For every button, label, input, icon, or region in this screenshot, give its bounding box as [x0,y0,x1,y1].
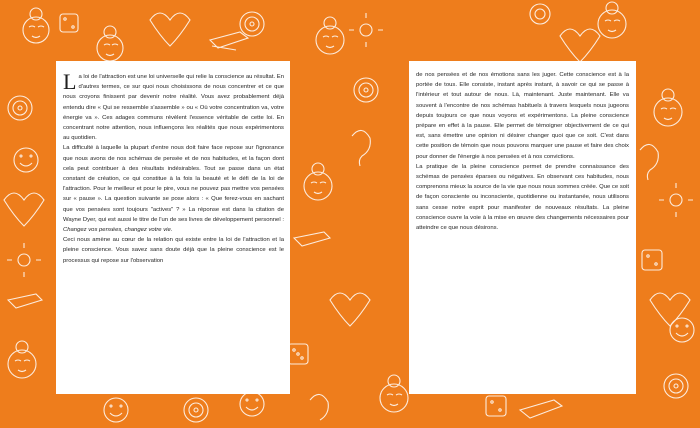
buddha-face-icon [380,375,408,412]
hand-icon [520,400,562,418]
ear-icon [640,144,658,180]
drop-cap: L [63,69,77,94]
paragraph-text: La pratique de la pleine conscience permet de prendre connaissance des schémas de pensées éparses ou négatives. En observant ces habitudes, nous comprenons mieux la source de la vie que nous nous sommes créée. Que ce soit de façon consciente ou inconsciente, quotidienne ou instantanée, nous utilisons sans cesse notre esprit pour manifester de nouveaux résultats. La pleine conscience ouvre la voie à la mise en œuvre des changements nécessaires pour atteindre ce que nous désirons. [416,163,629,232]
spiral-icon [184,398,208,422]
smiling-face-icon [240,392,264,416]
smiling-face-icon [104,398,128,422]
buddha-face-icon [598,2,626,38]
paragraph [63,143,284,235]
heart-hands-icon [560,29,600,62]
dice-icon [486,396,506,416]
buddha-face-icon [8,341,36,378]
heart-hands-icon [150,13,190,46]
sun-icon [7,243,41,277]
paragraph [63,69,284,143]
spiral-icon [8,96,32,120]
smiling-face-icon [14,148,38,172]
ear-icon [352,130,370,166]
spiral-icon [530,4,550,24]
paragraph-text: de nos pensées et de nos émotions sans les juger. Cette conscience est à la portée de tous. Elle consiste, instant après instant, à savoir ce qui se passe à l'intérieur et tout autour de nous. Là, maintenant. Juste maintenant. Elle va souvent à l'encontre de nos schémas habituels à travers lesquels nous jugeons depuis toujours ce que nous voyons et expérimentons. La pleine conscience prépare en effet à la pause. Elle permet de témoigner objectivement de ce qui est, sans émettre une opinion ni désirer changer quoi que ce soit. C'est dans cette position de témoin que nous pouvons marquer une pause et faire des choix pour donner de l'énergie à nos pensées et à nos convictions. [416,72,629,160]
buddha-face-icon [654,89,682,126]
buddha-face-icon [23,8,49,43]
sun-icon [349,13,383,47]
dice-icon [288,344,308,364]
quote-title: Changez vos pensées, changez votre vie. [63,227,173,234]
hand-icon [210,32,248,50]
paragraph-text: Ceci nous amène au cœur de la relation qui existe entre la loi de l'attraction et la pleine conscience. Vous savez sans doute déjà que la pleine conscience est le processus qui repose sur l'observation [63,237,284,264]
paragraph-text: La difficulté à laquelle la plupart d'entre nous doit faire face repose sur l'ignorance que nous avons de nos schémas de pensée et de nos habitudes, et la façon dont cela peut contribuer à des résultats indésirables. Tout se passe dans un état constant de création, ce qui constitue à la fois la beauté et le défi de la loi de l'attraction. Pour le meilleur et pour le pire, vous ne pouvez pas mettre vos pensées sur « pause ». La question suivante se pose alors : « Que ferez-vous en sachant que vos pensées sont toujours "actives" ? » La réponse est dans la citation de Wayne Dyer, qui est aussi le titre de l'un de ses livres de développement personnel : [63,145,284,223]
dice-icon [642,250,662,270]
buddha-face-icon [97,26,123,61]
heart-hands-icon [330,293,370,326]
buddha-face-icon [304,163,332,200]
smiling-face-icon [670,318,694,342]
spiral-icon [240,12,264,36]
paragraph-text: a loi de l'attraction est une loi universelle qui relie la conscience au résultat. En d'autres termes, ce sur quoi nous choisissons de nous concentrer et ce que nous croyons finissent par devenir notre réalité. Vous avez probablement déjà entendu dire « Qui se ressemble s'assemble » ou « Où votre concentration va, votre énergie va ». Ces adages communs révèlent l'essence véritable de cette loi. En concentrant notre attention, nous influençons les réalités que nous expérimentons au quotidien. [63,74,284,142]
right-text-page [409,61,636,394]
hand-icon [8,294,42,308]
paragraph [416,70,629,162]
spiral-icon [664,374,688,398]
paragraph [63,235,284,266]
buddha-face-icon [316,17,344,54]
heart-hands-icon [650,293,690,326]
heart-hands-icon [4,193,44,226]
paragraph [416,162,629,233]
spiral-icon [354,78,378,102]
ear-icon [310,394,328,420]
hand-icon [294,232,330,246]
left-text-page [56,61,290,394]
sun-icon [659,183,693,217]
dice-icon [60,14,78,32]
